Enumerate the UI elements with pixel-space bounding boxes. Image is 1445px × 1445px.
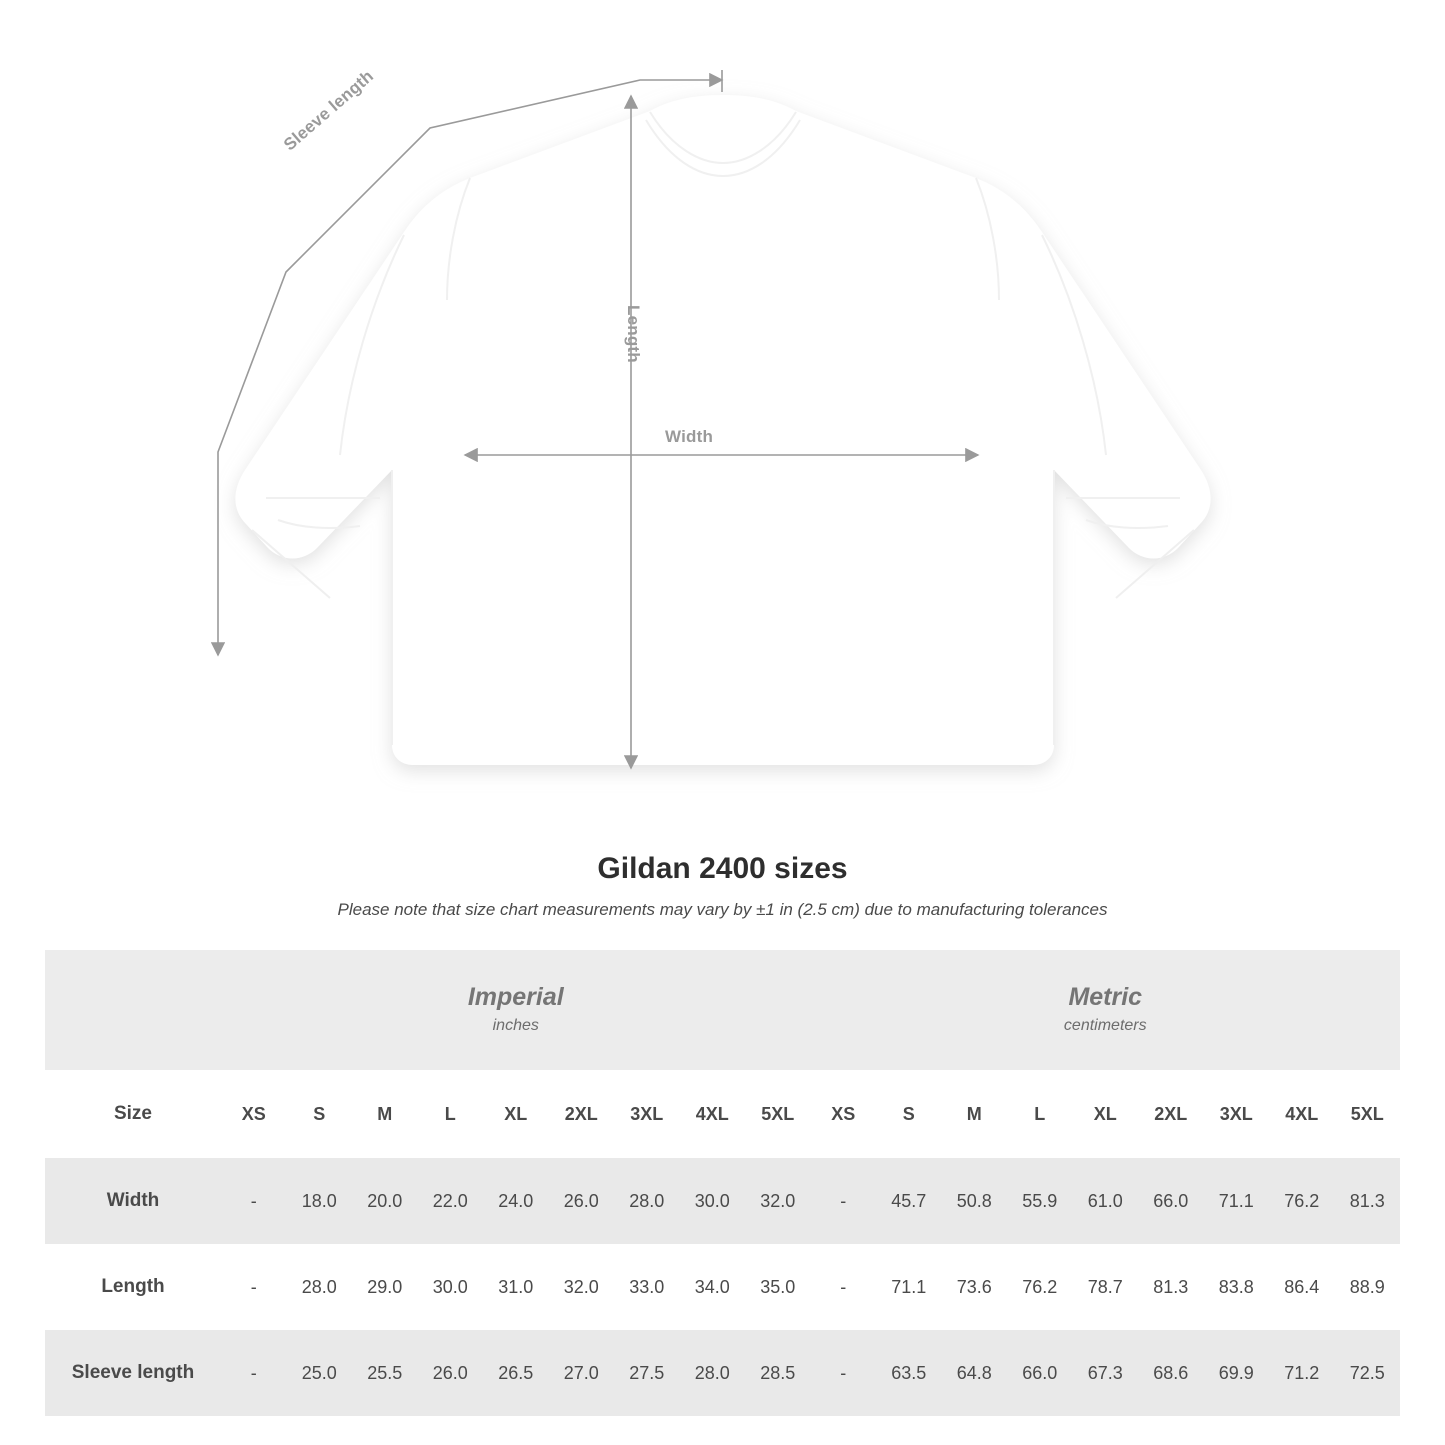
size-header-cell: XL: [483, 1070, 549, 1158]
table-cell: 76.2: [1269, 1158, 1335, 1244]
shirt-shape: [235, 95, 1210, 765]
size-header-cell: 4XL: [680, 1070, 746, 1158]
table-cell: 34.0: [680, 1244, 746, 1330]
table-cell: 27.5: [614, 1330, 680, 1416]
table-cell: -: [221, 1158, 287, 1244]
table-cell: 28.0: [614, 1158, 680, 1244]
size-header-cell: 5XL: [1335, 1070, 1401, 1158]
size-header-cell: M: [352, 1070, 418, 1158]
table-cell: 86.4: [1269, 1244, 1335, 1330]
table-cell: 28.0: [680, 1330, 746, 1416]
size-header-cell: 5XL: [745, 1070, 811, 1158]
table-cell: 26.5: [483, 1330, 549, 1416]
table-cell: 50.8: [942, 1158, 1008, 1244]
table-cell: 67.3: [1073, 1330, 1139, 1416]
size-header-cell: XL: [1073, 1070, 1139, 1158]
table-cell: 30.0: [418, 1244, 484, 1330]
table-cell: 73.6: [942, 1244, 1008, 1330]
table-cell: 27.0: [549, 1330, 615, 1416]
table-cell: 24.0: [483, 1158, 549, 1244]
size-header-cell: 2XL: [1138, 1070, 1204, 1158]
table-cell: -: [811, 1244, 877, 1330]
size-chart-table: [45, 950, 1400, 1416]
table-cell: 83.8: [1204, 1244, 1270, 1330]
table-cell: 28.0: [287, 1244, 353, 1330]
table-cell: 61.0: [1073, 1158, 1139, 1244]
size-header-row: [45, 1070, 1400, 1158]
unit-group-imperial-name: Imperial: [467, 982, 564, 1011]
table-cell: -: [221, 1330, 287, 1416]
size-chart-table-wrapper: [45, 950, 1400, 1416]
table-cell: 20.0: [352, 1158, 418, 1244]
size-header-cell: S: [287, 1070, 353, 1158]
unit-header-row: [45, 950, 1400, 1070]
table-cell: 30.0: [680, 1158, 746, 1244]
table-cell: 25.0: [287, 1330, 353, 1416]
size-header-cell: XS: [811, 1070, 877, 1158]
table-cell: -: [811, 1330, 877, 1416]
table-cell: 63.5: [876, 1330, 942, 1416]
unit-group-imperial: [221, 950, 811, 1070]
table-row: [45, 1330, 1400, 1416]
size-header-cell: S: [876, 1070, 942, 1158]
table-cell: 29.0: [352, 1244, 418, 1330]
row-label-sleeve-length: Sleeve length: [45, 1330, 221, 1416]
table-cell: 26.0: [549, 1158, 615, 1244]
size-header-cell: 4XL: [1269, 1070, 1335, 1158]
table-cell: 66.0: [1138, 1158, 1204, 1244]
table-cell: 78.7: [1073, 1244, 1139, 1330]
table-cell: 22.0: [418, 1158, 484, 1244]
table-cell: 55.9: [1007, 1158, 1073, 1244]
table-cell: -: [811, 1158, 877, 1244]
table-cell: 71.1: [1204, 1158, 1270, 1244]
size-header-cell: 3XL: [614, 1070, 680, 1158]
width-label: Width: [665, 427, 714, 446]
page-title: Gildan 2400 sizes: [597, 852, 848, 885]
length-label: Length: [624, 305, 643, 363]
table-row: [45, 1158, 1400, 1244]
title-block: [0, 852, 1445, 920]
unit-header-spacer: [45, 950, 221, 1070]
tolerance-note: Please note that size chart measurements may vary by ±1 in (2.5 cm) due to manufacturing tolerances: [337, 900, 1108, 919]
table-cell: 35.0: [745, 1244, 811, 1330]
unit-group-metric: [811, 950, 1401, 1070]
size-header-cell: 2XL: [549, 1070, 615, 1158]
size-header-cell: L: [1007, 1070, 1073, 1158]
table-cell: 88.9: [1335, 1244, 1401, 1330]
table-cell: 71.2: [1269, 1330, 1335, 1416]
row-label-length: Length: [45, 1244, 221, 1330]
table-cell: 32.0: [549, 1244, 615, 1330]
size-header-cell: 3XL: [1204, 1070, 1270, 1158]
table-cell: 81.3: [1138, 1244, 1204, 1330]
size-header-cell: L: [418, 1070, 484, 1158]
table-cell: 72.5: [1335, 1330, 1401, 1416]
table-cell: 76.2: [1007, 1244, 1073, 1330]
unit-group-metric-name: Metric: [1068, 982, 1143, 1011]
size-header-label: Size: [45, 1070, 221, 1158]
unit-group-imperial-sub: inches: [492, 1016, 539, 1034]
table-cell: 71.1: [876, 1244, 942, 1330]
table-cell: 18.0: [287, 1158, 353, 1244]
row-label-width: Width: [45, 1158, 221, 1244]
size-header-cell: M: [942, 1070, 1008, 1158]
table-cell: 31.0: [483, 1244, 549, 1330]
size-header-cell: XS: [221, 1070, 287, 1158]
table-cell: 33.0: [614, 1244, 680, 1330]
table-cell: 32.0: [745, 1158, 811, 1244]
table-cell: 66.0: [1007, 1330, 1073, 1416]
table-cell: 45.7: [876, 1158, 942, 1244]
unit-group-metric-sub: centimeters: [1063, 1016, 1147, 1034]
sleeve-length-label: Sleeve length: [280, 66, 378, 155]
table-cell: 69.9: [1204, 1330, 1270, 1416]
table-cell: 81.3: [1335, 1158, 1401, 1244]
table-cell: 28.5: [745, 1330, 811, 1416]
table-cell: 64.8: [942, 1330, 1008, 1416]
table-cell: 25.5: [352, 1330, 418, 1416]
table-cell: 26.0: [418, 1330, 484, 1416]
table-cell: 68.6: [1138, 1330, 1204, 1416]
table-row: [45, 1244, 1400, 1330]
table-cell: -: [221, 1244, 287, 1330]
